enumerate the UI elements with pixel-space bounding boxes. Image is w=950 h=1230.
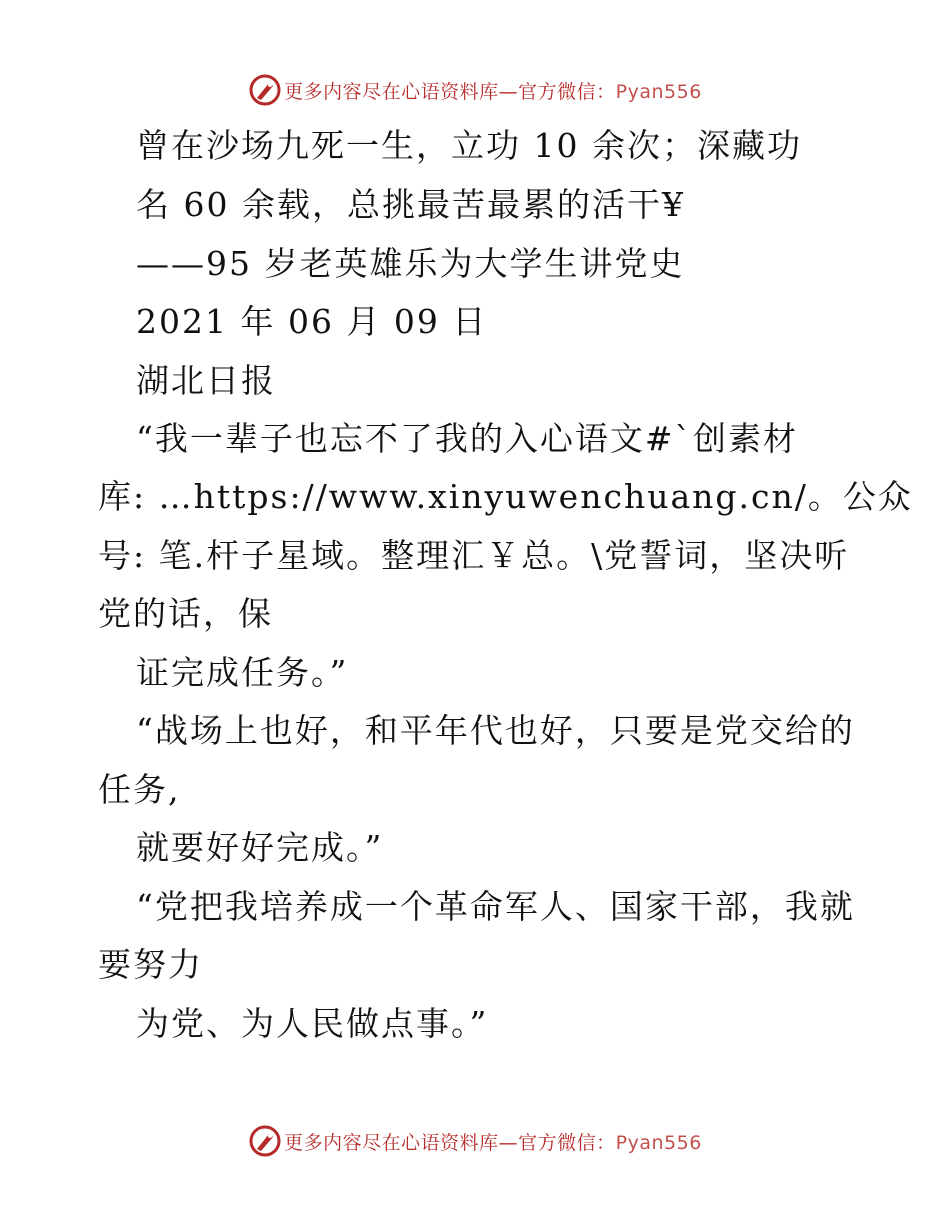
body-line-11: 为党、为人民做点事。” bbox=[136, 1004, 489, 1043]
body-line-10: 要努力 bbox=[98, 945, 203, 984]
header-watermark bbox=[0, 70, 950, 110]
watermark-text: 更多内容尽在心语资料库—官方微信：Pyan556 bbox=[284, 1131, 702, 1154]
body-line-2: 库: …https://www.xinyuwenchuang.cn/。公众 bbox=[98, 477, 913, 516]
body-line-9: “党把我培养成一个革命军人、国家干部，我就 bbox=[136, 887, 855, 926]
watermark-account: Pyan556 bbox=[615, 80, 702, 103]
pen-nib-logo-icon bbox=[248, 1124, 282, 1158]
article-date: 2021 年 06 月 09 日 bbox=[136, 302, 488, 341]
title-line-1: 曾在沙场九死一生，立功 10 余次；深藏功 bbox=[136, 126, 802, 165]
pen-nib-logo-icon bbox=[248, 73, 282, 107]
watermark-text: 更多内容尽在心语资料库—官方微信：Pyan556 bbox=[284, 80, 702, 103]
body-line-1: “我一辈子也忘不了我的入心语文#`创素材 bbox=[136, 419, 799, 458]
article-source: 湖北日报 bbox=[136, 361, 276, 400]
body-line-3: 号: 笔.杆子星域。整理汇￥总。\党誓词，坚决听 bbox=[98, 536, 850, 575]
watermark-account: Pyan556 bbox=[615, 1131, 702, 1154]
body-line-8: 就要好好完成。” bbox=[136, 828, 384, 867]
body-line-7: 任务, bbox=[98, 770, 181, 809]
body-line-5: 证完成任务。” bbox=[136, 653, 349, 692]
title-line-3: ——95 岁老英雄乐为大学生讲党史 bbox=[136, 244, 685, 283]
body-line-4: 党的话，保 bbox=[98, 594, 273, 633]
footer-watermark bbox=[0, 1121, 950, 1161]
body-line-6: “战场上也好，和平年代也好，只要是党交给的 bbox=[136, 711, 855, 750]
title-line-2: 名 60 余载，总挑最苦最累的活干¥ bbox=[136, 185, 685, 224]
